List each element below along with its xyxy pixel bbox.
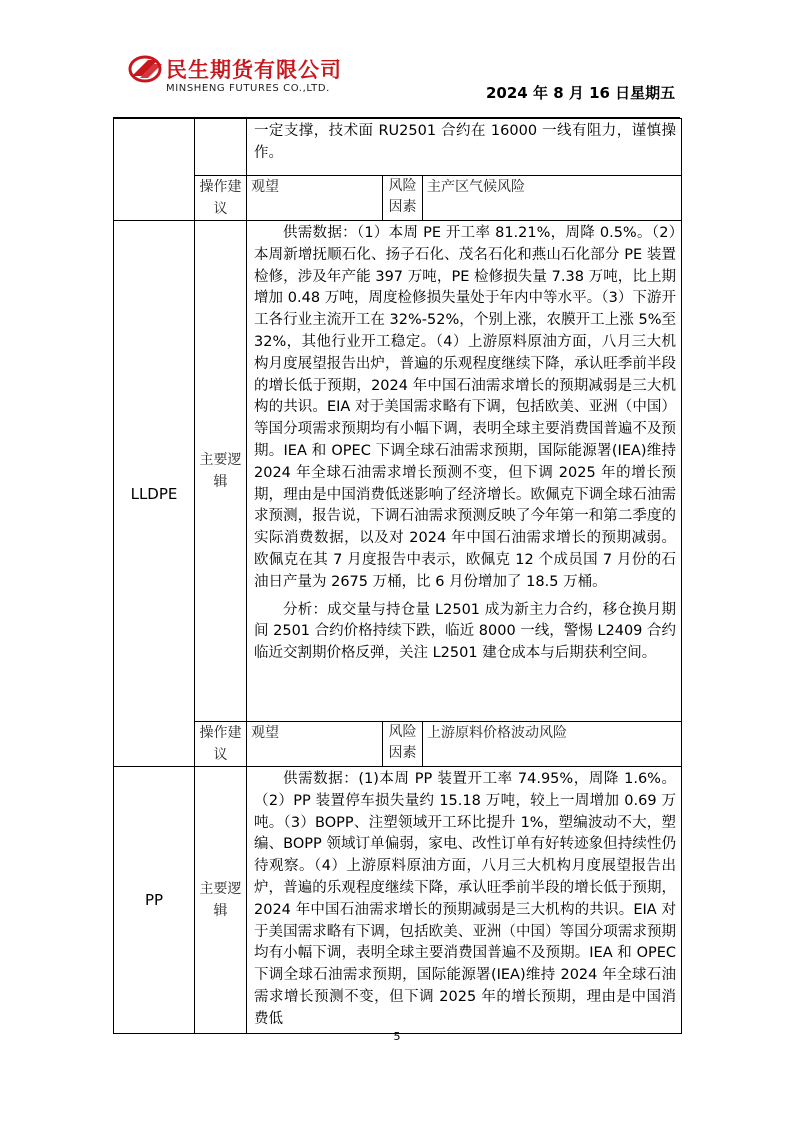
lldpe-supply-demand-paragraph: 供需数据：（1）本周 PE 开工率 81.21%，周降 0.5%。（2）本周新增抚顺石化、扬子石化、茂名石化和燕山石化部分 PE 装置检修，涉及年产能 397 万吨，PE 检修损失量 7.38 万吨，比上期增加 0.48 万吨，周度检修损失量处于年内中等水平。（3）下游开工各行业主流开工在 32%-52%，个别上涨，农膜开工上涨 5%至 32%，其他行业开工稳定。（4）上游原料原油方面，八月三大机构月度展望报告出炉，普遍的乐观程度继续下降，承认旺季前半段的增长低于预期，2024 年中国石油需求增长的预期减弱是三大机构的共识。EIA 对于美国需求略有下调，包括欧美、亚洲（中国）等国分项需求预期均有小幅下调，表明全球主要消费国普遍不及预期。IEA 和 OPEC 下调全球石油需求预期，国际能源署(IEA)维持 2024 年全球石油需求增长预测不变，但下调 2025 年的增长预期，理由是中国消费低迷影响了经济增长。欧佩克下调全球石油需求预测，报告说，下调石油需求预测反映了今年第一和第二季度的实际消费数据，以及对 2024 年中国石油需求增长的预期减弱。欧佩克在其 7 月度报告中表示，欧佩克 12 个成员国 7 月份的石油日产量为 2675 万桶，比 6 月份增加了 18.5 万桶。: [254, 225, 677, 590]
lldpe-logic-text-cell: [247, 221, 682, 722]
lldpe-operation-value: 观望: [247, 722, 383, 767]
lldpe-product-cell: LLDPE: [114, 221, 195, 767]
company-name-en: MINSHENG FUTURES CO.,LTD.: [166, 83, 330, 94]
pp-logic-label: 主要逻辑: [195, 767, 247, 1034]
page-number: 5: [393, 1030, 401, 1043]
lldpe-logic-row: [114, 221, 682, 722]
ru-product-cell: [114, 119, 195, 221]
lldpe-operation-row: [114, 722, 682, 767]
lldpe-operation-label: 操作建议: [195, 722, 247, 767]
ru-risk-value: 主产区气候风险: [423, 176, 682, 221]
ru-risk-label: 风险因素: [383, 176, 423, 221]
analysis-table: [113, 118, 682, 1034]
lldpe-analysis-paragraph: 分析：成交量与持仓量 L2501 成为新主力合约，移仓换月期间 2501 合约价格持续下跌，临近 8000 一线，警惕 L2409 合约临近交割期价格反弹，关注 L2501 建仓成本与后期获利空间。: [254, 601, 677, 662]
company-name-cn: 民生期货有限公司: [166, 58, 342, 82]
lldpe-logic-label: 主要逻辑: [195, 221, 247, 722]
ru-operation-value: 观望: [247, 176, 383, 221]
pp-product-cell: PP: [114, 767, 195, 1034]
ru-logic-text: 一定支撑，技术面 RU2501 合约在 16000 一线有阻力，谨慎操作。: [254, 123, 677, 161]
report-date: 2024 年 8 月 16 日星期五: [486, 84, 676, 102]
pp-logic-text-cell: [247, 767, 682, 1034]
ru-operation-row: [114, 176, 682, 221]
minsheng-logo-icon: [128, 54, 164, 84]
company-logo: [128, 52, 368, 102]
pp-supply-demand-paragraph: 供需数据：(1)本周 PP 装置开工率 74.95%，周降 1.6%。（2）PP 装置停车损失量约 15.18 万吨，较上一周增加 0.69 万吨。（3）BOPP、注塑领域开工环比提升 1%，塑编波动不大，塑编、BOPP 领域订单偏弱，家电、改性订单有好转迹象但持续性仍待观察。（4）上游原料原油方面，八月三大机构月度展望报告出炉，普遍的乐观程度继续下降，承认旺季前半段的增长低于预期，2024 年中国石油需求增长的预期减弱是三大机构的共识。EIA 对于美国需求略有下调，包括欧美、亚洲（中国）等国分项需求预期均有小幅下调，表明全球主要消费国普遍不及预期。IEA 和 OPEC 下调全球石油需求预期，国际能源署(IEA)维持 2024 年全球石油需求增长预测不变，但下调 2025 年的增长预期，理由是中国消费低: [254, 771, 677, 1027]
ru-operation-label: 操作建议: [195, 176, 247, 221]
pp-logic-row: [114, 767, 682, 1034]
page-header: [0, 0, 794, 120]
ru-logic-text-cell: [247, 119, 682, 176]
ru-logic-label-cell: [195, 119, 247, 176]
ru-logic-row: [114, 119, 682, 176]
lldpe-risk-label: 风险因素: [383, 722, 423, 767]
lldpe-risk-value: 上游原料价格波动风险: [423, 722, 682, 767]
